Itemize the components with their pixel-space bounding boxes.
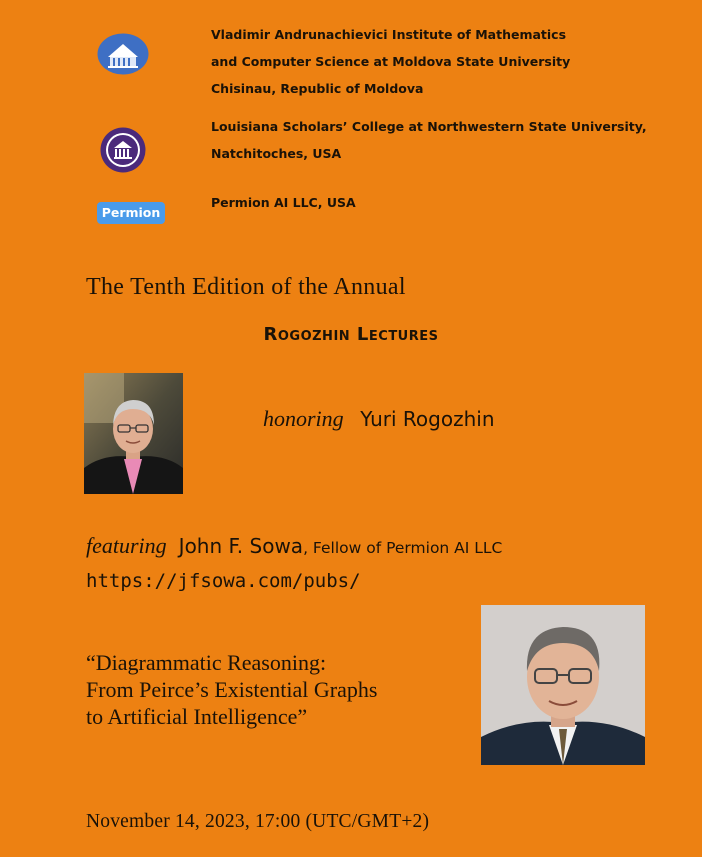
edition-headline: The Tenth Edition of the Annual xyxy=(86,274,406,300)
event-datetime: November 14, 2023, 17:00 (UTC/GMT+2) xyxy=(86,811,430,832)
institution-imi xyxy=(211,21,570,102)
speaker-name: John F. Sowa xyxy=(178,534,304,558)
louisiana-scholars-college-seal-icon xyxy=(100,127,146,173)
institution-permion xyxy=(211,189,356,216)
lecture-series-title: Rogozhin Lectures xyxy=(263,324,439,345)
featuring-label: featuring xyxy=(86,533,167,558)
institution-line: and Computer Science at Moldova State University xyxy=(211,54,571,69)
institution-line: Chisinau, Republic of Moldova xyxy=(211,81,424,96)
institution-line: Natchitoches, USA xyxy=(211,146,342,161)
speaker-role: , Fellow of Permion AI LLC xyxy=(303,539,503,557)
permion-logo: Permion xyxy=(97,202,165,224)
institution-line: Vladimir Andrunachievici Institute of Mathematics xyxy=(211,27,567,42)
institution-line: Louisiana Scholars’ College at Northwestern State University, xyxy=(211,119,647,134)
talk-title: “Diagrammatic Reasoning: From Peirce’s Existential Graphs to Artificial Intelligence” xyxy=(86,650,378,729)
speaker-url[interactable]: https://jfsowa.com/pubs/ xyxy=(86,570,361,592)
imi-logo xyxy=(97,33,149,75)
speaker-photo xyxy=(481,605,645,765)
honoree-photo xyxy=(84,373,183,494)
honoree-name: Yuri Rogozhin xyxy=(360,407,495,431)
institution-line: Permion AI LLC, USA xyxy=(211,195,356,210)
honoring-line xyxy=(263,406,495,432)
institution-lsc xyxy=(211,113,647,167)
featuring-line xyxy=(86,533,502,559)
honoring-label: honoring xyxy=(263,406,344,431)
